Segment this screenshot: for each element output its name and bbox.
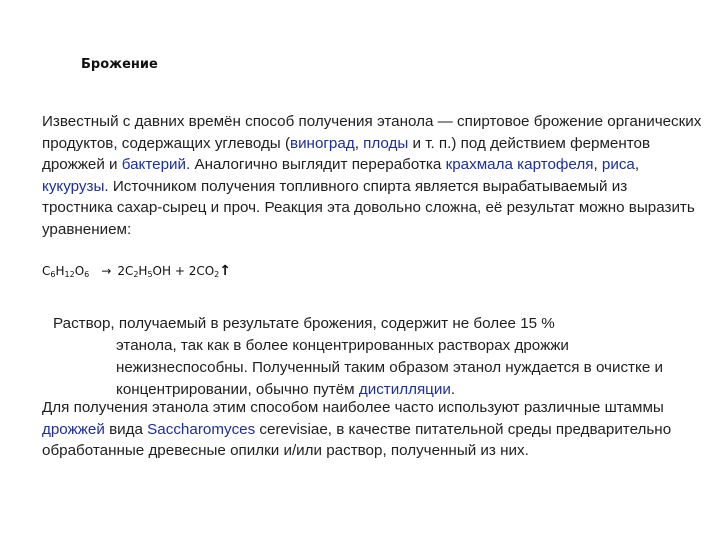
text: этанола, так как в более концентрированных растворах дрожжи нежизнеспособны. Полученный таким образом этанол нуждается в очистке и концентрировании, обычно путём [116, 337, 663, 398]
gas-up-arrow-icon: ↑ [219, 263, 231, 279]
text: вида [104, 420, 148, 438]
eq-p3-sub: 2 [214, 270, 220, 279]
eq-p3: OH + 2CO [152, 264, 215, 278]
paragraph-strains [42, 397, 702, 462]
eq-p2: H [138, 264, 148, 278]
link-saccharomyces[interactable]: Saccharomyces [147, 420, 256, 438]
text: . [450, 381, 456, 398]
reaction-equation [42, 263, 231, 279]
link-krakhmala[interactable]: крахмала [445, 156, 513, 174]
eq-h: H [55, 264, 65, 278]
eq-c: C [42, 264, 51, 278]
eq-h-sub: 12 [64, 270, 75, 279]
eq-p1: 2C [117, 264, 134, 278]
link-plody[interactable]: плоды [363, 134, 409, 152]
text: . Источником получения топливного спирта является вырабатываемый из тростника сахар-сырец и проч. Реакция эта довольно сложна, её результат можно выразить уравнением: [42, 177, 695, 238]
paragraph-solution [42, 313, 692, 401]
solution-indented [42, 335, 692, 401]
text: , [634, 156, 640, 174]
link-distillyatsii[interactable]: дистилляции [358, 381, 451, 398]
eq-o: O [74, 264, 85, 278]
text: cerevisiae, в качестве питательной среды предварительно обработанные древесные опилки и/или раствор, полученный из них. [42, 420, 672, 460]
paragraph-intro [42, 111, 702, 241]
text: Для получения этанола этим способом наиболее часто используют различные штаммы [42, 399, 664, 416]
arrow-icon: → [101, 264, 112, 278]
eq-p2-sub: 5 [147, 270, 153, 279]
text: , [354, 134, 364, 152]
link-drozhzhei[interactable]: дрожжей [42, 420, 105, 438]
text: Известный с давних времён способ получения этанола — спиртовое брожение органических продуктов, содержащих углеводы ( [42, 113, 702, 152]
link-kukuruzy[interactable]: кукурузы [42, 177, 105, 195]
text: , [593, 156, 602, 174]
link-bakterii[interactable]: бактерий [121, 156, 187, 174]
link-kartofelya[interactable]: картофеля [517, 156, 594, 174]
eq-p1-sub: 2 [133, 270, 139, 279]
eq-c-sub: 6 [50, 270, 56, 279]
eq-o-sub: 6 [84, 270, 90, 279]
link-vinograd[interactable]: виноград [290, 134, 355, 152]
slide-title: Брожение [81, 57, 158, 72]
text: . Аналогично выглядит переработка [186, 156, 446, 174]
link-risa[interactable]: риса [601, 156, 635, 174]
text: и т. п.) под действием ферментов дрожжей и [42, 134, 651, 174]
solution-first-line: Раствор, получаемый в результате брожения, содержит не более 15 % [53, 315, 555, 332]
